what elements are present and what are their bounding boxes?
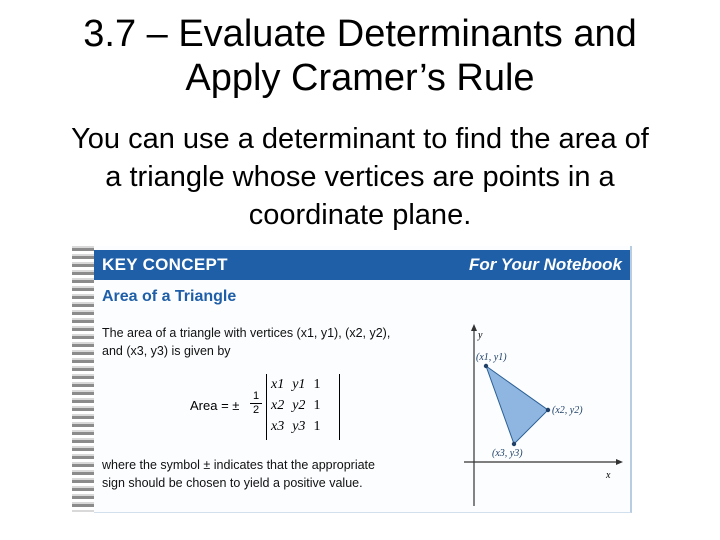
title-line-1: 3.7 – Evaluate Determinants and bbox=[83, 13, 637, 55]
x-axis-arrow bbox=[616, 459, 623, 465]
matrix-cell: 1 bbox=[313, 376, 321, 392]
x-axis-label: x bbox=[606, 470, 611, 481]
determinant-matrix bbox=[266, 374, 340, 440]
slide-body-text bbox=[20, 120, 700, 234]
footer-line-1: where the symbol ± indicates that the appropriate bbox=[102, 458, 375, 472]
matrix-cell: 1 bbox=[313, 397, 321, 413]
vertex-3 bbox=[512, 442, 516, 446]
banner-for-your-notebook: For Your Notebook bbox=[469, 255, 622, 274]
fraction-denominator: 2 bbox=[250, 403, 262, 417]
matrix-cell: x3 bbox=[271, 418, 285, 434]
matrix-cell: x1 bbox=[271, 376, 285, 392]
triangle-graph bbox=[464, 322, 624, 512]
definition-text bbox=[102, 324, 442, 360]
area-label: Area = ± bbox=[190, 398, 240, 413]
area-heading: Area of a Triangle bbox=[102, 288, 237, 305]
definition-line-1: The area of a triangle with vertices (x1, y1), (x2, y2), bbox=[102, 326, 391, 340]
vertex-1-label: (x1, y1) bbox=[476, 352, 507, 363]
matrix-cell: 1 bbox=[313, 418, 321, 434]
vertex-3-label: (x3, y3) bbox=[492, 448, 523, 459]
vertex-2-label: (x2, y2) bbox=[552, 405, 583, 416]
footer-text bbox=[102, 456, 452, 492]
body-line-1: You can use a determinant to find the area of bbox=[71, 123, 649, 155]
notebook-page bbox=[94, 246, 632, 513]
matrix-cell: y2 bbox=[292, 397, 306, 413]
matrix-cell: y1 bbox=[292, 376, 306, 392]
slide-title bbox=[0, 12, 720, 100]
y-axis-label: y bbox=[478, 330, 483, 341]
matrix-cell: x2 bbox=[271, 397, 285, 413]
spiral-binding bbox=[72, 246, 94, 512]
body-line-2: a triangle whose vertices are points in a bbox=[105, 161, 615, 193]
key-concept-banner bbox=[94, 250, 630, 280]
vertex-1 bbox=[484, 364, 488, 368]
fraction-numerator: 1 bbox=[252, 390, 260, 402]
matrix-cell: y3 bbox=[292, 418, 306, 434]
definition-line-2: and (x3, y3) is given by bbox=[102, 344, 231, 358]
title-line-2: Apply Cramer’s Rule bbox=[185, 57, 535, 99]
body-line-3: coordinate plane. bbox=[248, 199, 472, 231]
y-axis-arrow bbox=[471, 324, 477, 331]
vertex-2 bbox=[546, 408, 550, 412]
key-concept-figure bbox=[72, 246, 632, 512]
banner-key-concept: KEY CONCEPT bbox=[102, 255, 228, 274]
one-half-fraction bbox=[250, 390, 262, 417]
triangle-shape bbox=[486, 366, 548, 444]
footer-line-2: sign should be chosen to yield a positive value. bbox=[102, 476, 363, 490]
